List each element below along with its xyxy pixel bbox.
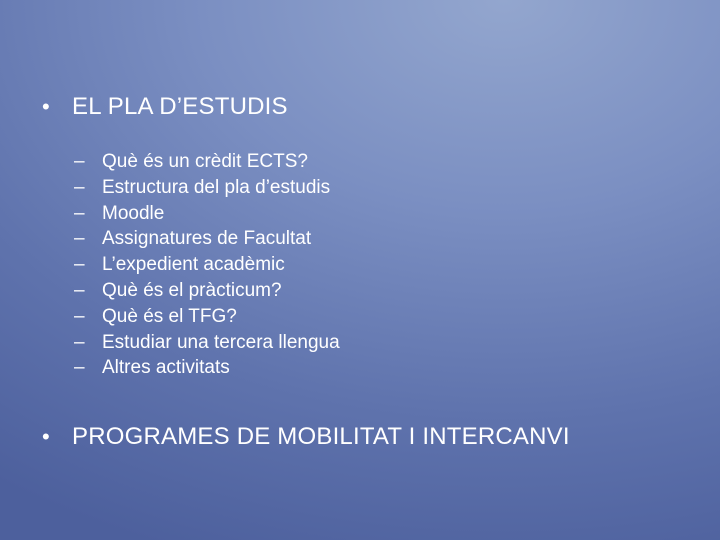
list-item [74, 254, 340, 280]
dash-bullet: – [74, 357, 85, 379]
dash-bullet: – [74, 176, 85, 198]
pla-estudis-sublist [74, 151, 340, 383]
list-item-text: Què és el TFG? [102, 305, 237, 327]
list-item [74, 306, 340, 332]
dash-bullet: – [74, 331, 85, 353]
bullet-mobilitat [42, 423, 570, 451]
list-item [74, 357, 340, 383]
list-item [74, 280, 340, 306]
section-title-pla-estudis: EL PLA D’ESTUDIS [72, 93, 288, 120]
list-item-text: Estudiar una tercera llengua [102, 331, 340, 353]
dash-bullet: – [74, 279, 85, 301]
list-item [74, 177, 340, 203]
bullet-pla-estudis [42, 93, 288, 121]
dash-bullet: – [74, 228, 85, 250]
dash-bullet: – [74, 151, 85, 172]
list-item [74, 151, 340, 177]
list-item-text: Assignatures de Facultat [102, 228, 312, 250]
dash-bullet: – [74, 202, 85, 224]
dash-bullet: – [74, 254, 85, 276]
list-item [74, 228, 340, 254]
list-item [74, 332, 340, 358]
dash-bullet: – [74, 305, 85, 327]
list-item-text: Altres activitats [102, 357, 230, 379]
list-item [74, 203, 340, 229]
bullet-dot: • [42, 94, 50, 119]
list-item-text: Moodle [102, 202, 165, 224]
list-item-text: Què és el pràcticum? [102, 279, 282, 301]
bullet-dot: • [42, 424, 50, 449]
list-item-text: L’expedient acadèmic [102, 254, 285, 276]
list-item-text: Què és un crèdit ECTS? [102, 151, 308, 172]
list-item-text: Estructura del pla d’estudis [102, 176, 331, 198]
section-title-mobilitat: PROGRAMES DE MOBILITAT I INTERCANVI [72, 423, 570, 450]
